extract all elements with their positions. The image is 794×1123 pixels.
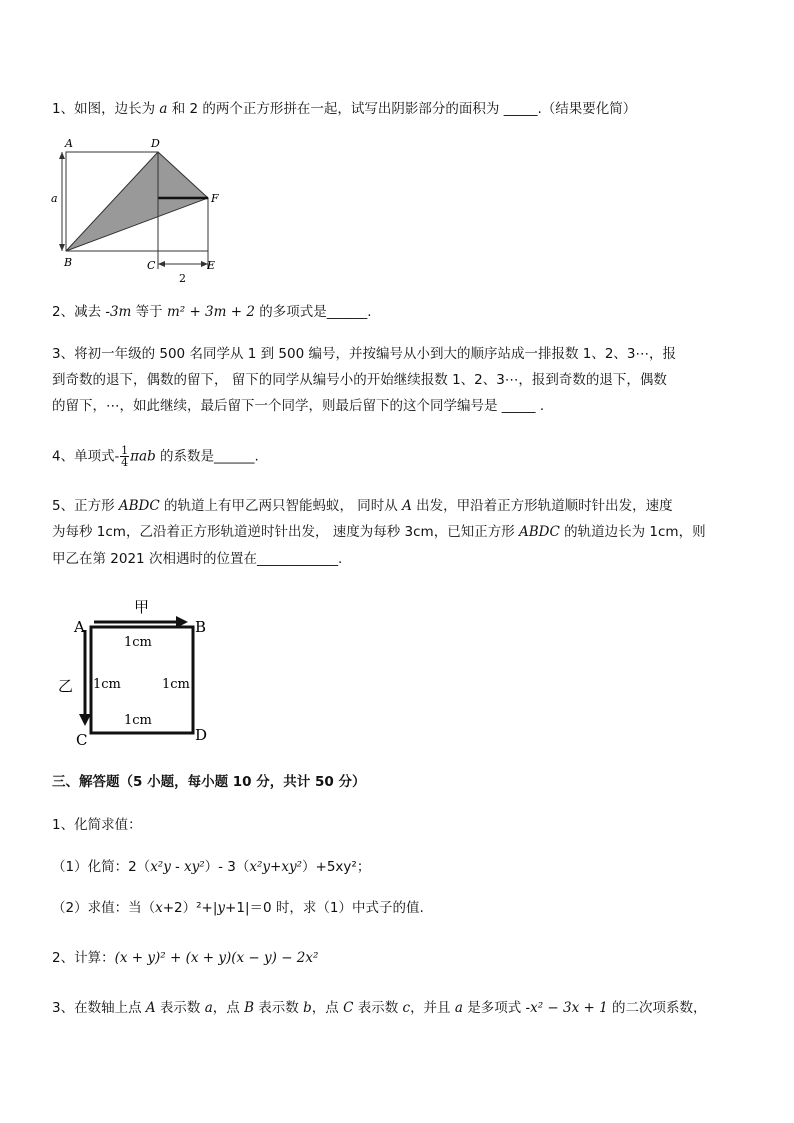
q5-line1: 5、正方形 ABDC 的轨道上有甲乙两只智能蚂蚁， 同时从 A 出发，甲沿着正方形轨道顺时针出发，速度 xyxy=(52,498,673,514)
p1-part2: （2）求值：当（x+2）²+|y+1|＝0 时，求（1）中式子的值. xyxy=(52,900,424,916)
q4-text: 4、单项式- $\frac{1}{4}$ πab 的系数是______. xyxy=(52,444,259,469)
label-C: C xyxy=(147,259,156,272)
q2-text: 2、减去 -3m 等于 m² + 3m + 2 的多项式是______. xyxy=(52,304,372,320)
fig-B: B xyxy=(195,618,207,636)
q3-line2: 到奇数的退下，偶数的留下， 留下的同学从编号小的开始继续报数 1、2、3⋯，报到奇数的退下，偶数 xyxy=(52,372,667,388)
label-a: a xyxy=(51,192,58,205)
q3-line3: 的留下，⋯，如此继续，最后留下一个同学，则最后留下的这个同学编号是 _____ . xyxy=(52,398,545,414)
label-E: E xyxy=(207,259,216,272)
section3-title: 三、解答题（5 小题，每小题 10 分，共计 50 分） xyxy=(52,774,366,790)
fig-A: A xyxy=(74,618,85,636)
p1-title: 1、化简求值： xyxy=(52,817,142,833)
yi-arrowhead xyxy=(79,714,91,726)
p3-text: 3、在数轴上点 A 表示数 a，点 B 表示数 b，点 C 表示数 c，并且 a 是多项式 -x² − 3x + 1 的二次项系数， xyxy=(52,1000,707,1016)
label-D: D xyxy=(151,137,160,150)
p2-text: 2、计算：(x + y)² + (x + y)(x − y) − 2x² xyxy=(52,950,319,966)
fig-yi: 乙 xyxy=(58,677,74,695)
label-A: A xyxy=(65,137,73,150)
label-2: 2 xyxy=(179,272,186,285)
a-arrow-bottom xyxy=(59,244,65,251)
p1-part1: （1）化简：2（x²y - xy²）- 3（x²y+xy²）+5xy²； xyxy=(52,859,371,875)
q5-line2: 为每秒 1cm，乙沿着正方形轨道逆时针出发， 速度为每秒 3cm，已知正方形 ABDC 的轨道边长为 1cm，则 xyxy=(52,524,706,540)
q4-fraction: $\frac{1}{4}$ xyxy=(121,444,129,469)
q1-text: 1、如图，边长为 a 和 2 的两个正方形拼在一起，试写出阴影部分的面积为 _____.（结果要化简） xyxy=(52,101,637,117)
q3-line1: 3、将初一年级的 500 名同学从 1 到 500 编号，并按编号从小到大的顺序站成一排报数 1、2、3⋯，报 xyxy=(52,346,677,362)
fig-right-len: 1cm xyxy=(162,677,190,692)
fig-C: C xyxy=(76,731,88,749)
label-F: F xyxy=(211,192,219,205)
shaded-triangle xyxy=(66,152,208,251)
q5-figure xyxy=(52,590,222,750)
fig-bottom-len: 1cm xyxy=(124,713,152,728)
fig-left-len: 1cm xyxy=(93,677,121,692)
q1-figure xyxy=(44,134,234,286)
fig-top-len: 1cm xyxy=(124,635,152,650)
fig-jia: 甲 xyxy=(134,598,150,616)
two-arrow-left xyxy=(158,261,165,267)
a-arrow-top xyxy=(59,152,65,159)
label-B: B xyxy=(64,256,73,269)
q5-line3: 甲乙在第 2021 次相遇时的位置在____________. xyxy=(52,551,343,567)
fig-D: D xyxy=(195,726,208,744)
